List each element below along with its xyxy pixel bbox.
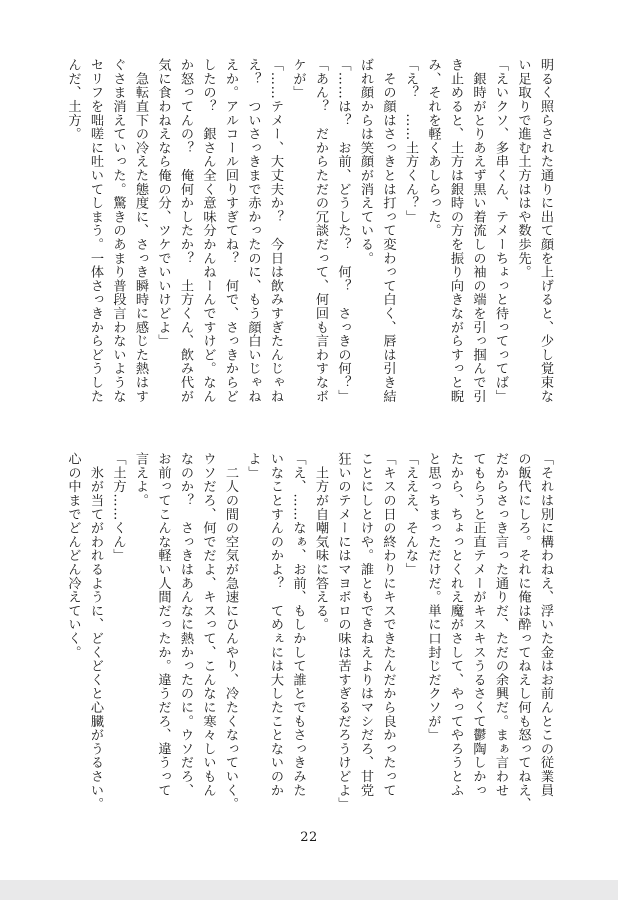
text-line: 銀時がとりあえず黒い着流しの袖の端を引っ掴んで引 — [470, 58, 486, 403]
text-line: たから、ちょっとくれえ魔がさして、やってやろうとふ — [448, 452, 463, 797]
text-line: いなことすんのかよ？ てめぇには大したことないのか — [268, 452, 283, 797]
text-line: なのか？ さっきはあんなに熱かったのに。ウソだろ、 — [178, 452, 193, 797]
text-line: んだ、土方。 — [65, 58, 81, 141]
viewer-bottom-bar — [0, 880, 618, 900]
text-line: 「えええ、そんな」 — [403, 452, 418, 577]
text-line: み、それを軽くあしらった。 — [425, 58, 441, 238]
text-line: 明るく照らされた通りに出て顔を上げると、少し覚束な — [538, 58, 553, 403]
text-line: と思っちまっただけだ。単に口封じだクソが」 — [425, 452, 441, 742]
text-line: き止めると、土方は銀時の方を振り向きながらすっと睨 — [448, 58, 463, 403]
upper-text-block — [65, 58, 556, 430]
text-line: したの？ 銀さん全く意味分かんねーんですけど。なん — [200, 58, 216, 403]
text-line: 「あん？ だからただの冗談だって、何回も言わすなボ — [313, 58, 328, 403]
text-line: 「……テメー、大丈夫か？ 今日は飲みすぎたんじゃね — [268, 58, 283, 403]
text-line: ばれ顔からは笑顔が消えている。 — [358, 58, 373, 265]
text-line: 氷が当てがわれるように、どくどくと心臓がうるさい。 — [88, 452, 103, 811]
text-line: の飯代にしろ。それに俺は酔ってねえし何も怒ってねえ、 — [515, 452, 531, 811]
text-line: その顔はさっきとは打って変わって白く、唇は引き結 — [380, 58, 396, 403]
text-line: い足取りで進む土方ははや数歩先。 — [515, 58, 531, 279]
text-line: えか。アルコール回りすぎてね？ 何で、さっきからど — [223, 58, 238, 403]
text-line: か怒ってんの？ 俺何かしたか？ 土方くん、飲み代が — [178, 58, 193, 403]
text-line: 「え？ ……土方くん？」 — [403, 58, 418, 224]
text-line: 二人の間の空気が急速にひんやり、冷たくなっていく。 — [223, 452, 238, 811]
text-line: てもらうと正直テメーがキスキスうるさくて鬱陶しかっ — [470, 452, 486, 797]
page-number: 22 — [300, 830, 318, 845]
text-line: 急転直下の冷えた態度に、さっき瞬時に感じた熱はす — [133, 58, 148, 403]
text-line: お前ってこんな軽い人間だったか。違うだろ、違うって — [155, 452, 171, 797]
lower-text-block — [65, 452, 556, 824]
text-line: 心の中までどんどん冷えていく。 — [65, 452, 81, 659]
text-line: 言えよ。 — [133, 452, 148, 508]
text-line: よ」 — [245, 452, 261, 480]
text-line: セリフを咄嗟に吐いてしまう。一体さっきからどうした — [88, 58, 103, 403]
text-line: 狂いのテメーにはマヨボロの味は苦すぎるだろうけどよ」 — [335, 452, 351, 811]
text-line: 「……は？ お前、どうした？ 何？ さっきの何？」 — [335, 58, 351, 403]
text-line: 土方が自嘲気味に答える。 — [313, 452, 328, 632]
text-line: ことにしとけや。誰ともできねえよりはマシだろ、甘党 — [358, 452, 373, 797]
text-line: ぐさま消えていった。驚きのあまり普段言わないような — [110, 58, 126, 403]
text-line: 「土方……くん」 — [110, 452, 126, 563]
text-line: だからさっき言った通りだ、ただの余興だ。まぁ言わせ — [493, 452, 508, 797]
text-line: ウソだろ、何でだよ、キスって、こんなに寒々しいもん — [200, 452, 216, 797]
text-line: 気に食わねえなら俺の分、ツケでいいけどよ」 — [155, 58, 171, 348]
text-line: 「えいクソ、多串くん、テメーちょっと待ってってば」 — [493, 58, 508, 403]
text-line: 「キスの日の終わりにキスできたんだから良かったって — [380, 452, 396, 797]
text-line: え？ ついさっきまで赤かったのに、もう顔白いじゃね — [245, 58, 261, 403]
text-line: 「え、……なぁ、お前、もしかして誰とでもさっきみた — [290, 452, 306, 797]
text-line: 「それは別に構わねえ、浮いた金はお前んとこの従業員 — [538, 452, 553, 797]
text-line: ケが」 — [290, 58, 306, 100]
